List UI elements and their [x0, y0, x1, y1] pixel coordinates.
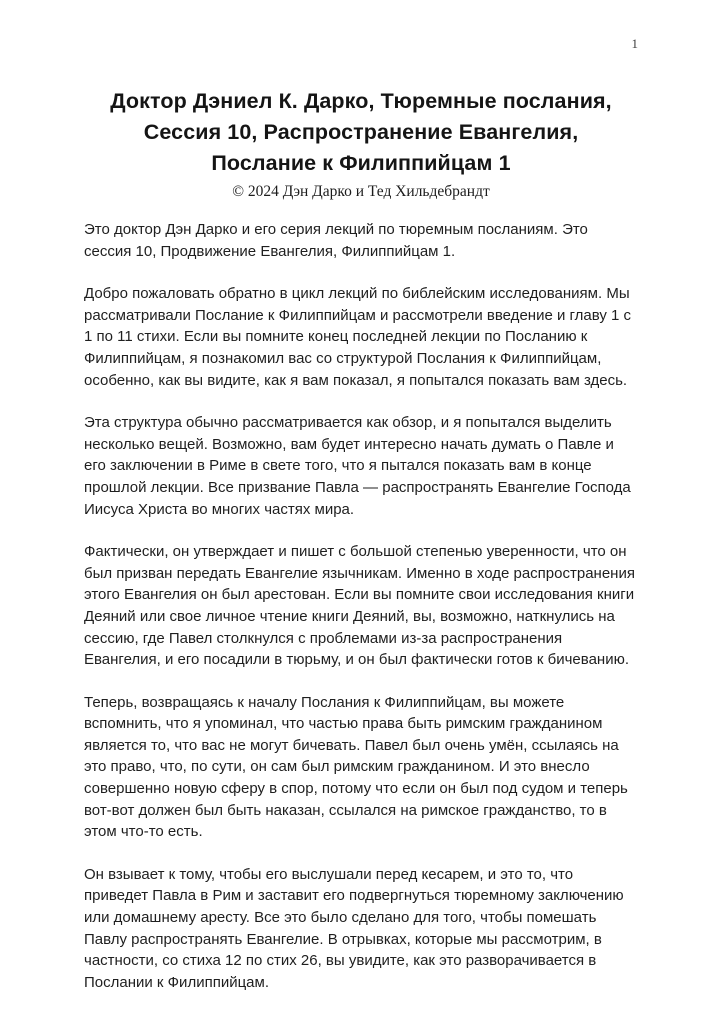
- title-line-3: Послание к Филиппийцам 1: [211, 151, 511, 175]
- title-line-2: Сессия 10, Распространение Евангелия,: [143, 120, 579, 144]
- paragraph-1: Это доктор Дэн Дарко и его серия лекций по тюремным посланиям. Это сессия 10, Продвижение Евангелия, Филиппийцам 1.: [84, 221, 588, 260]
- paragraph-6: Он взывает к тому, чтобы его выслушали перед кесарем, и это то, что приведет Павла в Рим и заставит его подвергнуться тюремному заключению или домашнему аресту. Все это было сделано для того, чтобы помешать Павлу распространять Евангелие. В отрывках, которые мы рассмотрим, в частности, со стиха 12 по стих 26, вы увидите, как это разворачивается в Послании к Филиппийцам.: [84, 865, 624, 991]
- paragraph-5: Теперь, возвращаясь к началу Послания к Филиппийцам, вы можете вспомнить, что я упоминал, что частью права быть римским гражданином является то, что вас не могут бичевать. Павел был очень умён, ссылаясь на это право, что, по сути, он сам был римским гражданином. И это внесло совершенно новую сферу в спор, потому что если он был под судом и теперь вот-вот должен был быть наказан, ссылался на римское гражданство, то в этом что-то есть.: [84, 693, 628, 841]
- paragraph-2: Добро пожаловать обратно в цикл лекций по библейским исследованиям. Мы рассматривали Послание к Филиппийцам и рассмотрели введение и главу 1 с 1 по 11 стихи. Если вы помните конец последней лекции по Посланию к Филиппийцам, я познакомил вас со структурой Послания к Филиппийцам, особенно, как вы видите, как я вам показал, я попытался показать вам здесь.: [84, 285, 632, 389]
- document-body: [84, 219, 638, 993]
- title-line-1: Доктор Дэниел К. Дарко, Тюремные послания,: [110, 89, 612, 113]
- paragraph-4: Фактически, он утверждает и пишет с большой степенью уверенности, что он был призван передать Евангелие язычникам. Именно в ходе распространения этого Евангелия он был арестован. Если вы помните свои исследования книги Деяний или свое личное чтение книги Деяний, вы, возможно, наткнулись на сессию, где Павел столкнулся с проблемами из-за распространения Евангелия, и его посадили в тюрьму, и он был фактически готов к бичеванию.: [84, 543, 635, 669]
- page-number: 1: [631, 36, 638, 51]
- copyright-line: © 2024 Дэн Дарко и Тед Хильдебрандт: [232, 183, 490, 200]
- paragraph-3: Эта структура обычно рассматривается как обзор, и я попытался выделить несколько вещей. Возможно, вам будет интересно начать думать о Павле и его заключении в Риме в свете того, что я пытался показать вам в конце прошлой лекции. Все призвание Павла — распространять Евангелие Господа Иисуса Христа во многих частях мира.: [84, 414, 631, 518]
- document-title: [84, 86, 638, 179]
